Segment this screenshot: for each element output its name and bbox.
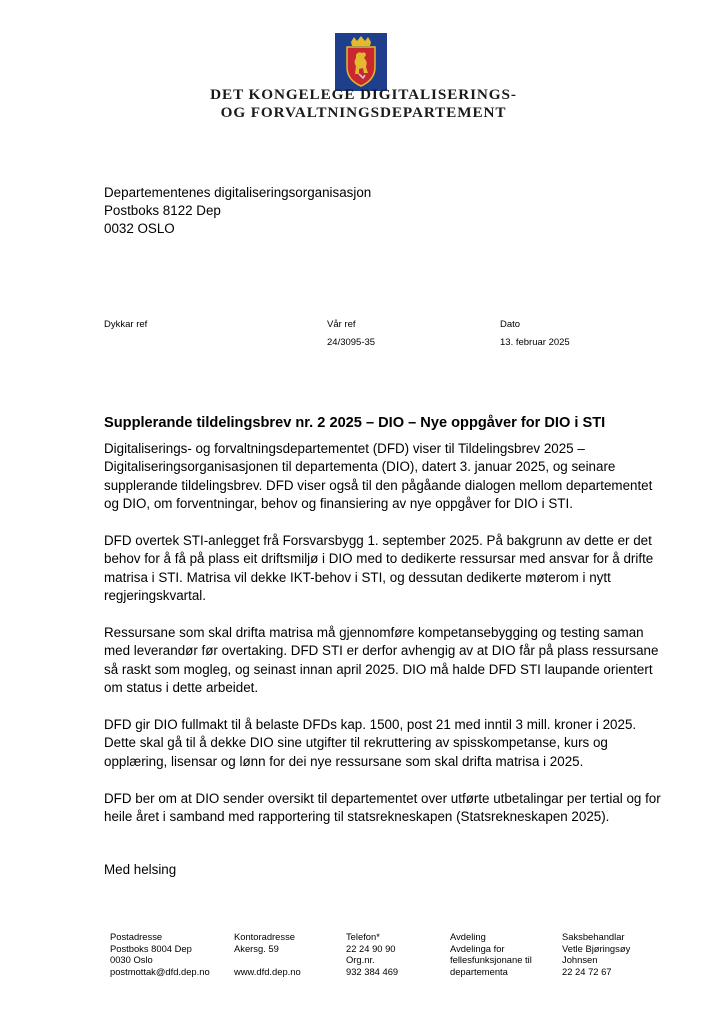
recipient-city: 0032 OSLO — [104, 221, 175, 236]
paragraph: Ressursane som skal drifta matrisa må gjennomføre kompetansebygging og testing saman med leverandør før overtaking. DFD STI er derfor avhengig av at DIO får på plass ressursane så raskt som mogleg, og seinast innan april 2025. DIO må halde DFD STI laupande orientert om status i dette arbeidet. — [104, 625, 659, 696]
footer-line: fellesfunksjonane til — [450, 954, 532, 966]
our-ref — [327, 319, 375, 349]
department-name-line-2: OG FORVALTNINGSDEPARTEMENT — [220, 104, 507, 121]
footer-label: Postadresse — [110, 931, 163, 942]
footer-line: 22 24 90 90 — [346, 942, 396, 954]
coat-of-arms-icon — [335, 33, 387, 91]
footer-line: Johnsen — [562, 954, 598, 966]
letter-subject: Supplerande tildelingsbrev nr. 2 2025 – DIO – Nye oppgåver for DIO i STI — [104, 415, 606, 431]
footer-line: Org.nr. — [346, 954, 375, 966]
our-ref-label: Vår ref — [327, 319, 356, 330]
department-name-line-1: DET KONGELEGE DIGITALISERINGS- — [210, 86, 517, 103]
closing: Med helsing — [104, 862, 177, 877]
footer-label: Kontoradresse — [234, 931, 295, 942]
footer-postal — [110, 931, 210, 977]
date-value: 13. februar 2025 — [500, 337, 570, 348]
our-ref-value: 24/3095-35 — [327, 337, 376, 348]
footer-line: 0030 Oslo — [110, 954, 153, 966]
letter-body — [104, 440, 664, 845]
footer-line: Avdelinga for — [450, 942, 505, 954]
footer-line: 932 384 469 — [346, 965, 399, 977]
date — [500, 319, 570, 349]
your-ref-label: Dykkar ref — [104, 319, 148, 330]
footer-email[interactable]: postmottak@dfd.dep.no — [110, 965, 210, 977]
footer-office — [234, 931, 301, 977]
footer-line: departementa — [450, 965, 508, 977]
recipient-postbox: Postboks 8122 Dep — [104, 203, 221, 218]
paragraph: DFD ber om at DIO sender oversikt til departementet over utførte utbetalingar per tertial og for heile året i samband med rapportering til statsrekneskapen (Statsrekneskapen 2025). — [104, 790, 661, 825]
footer-line: 22 24 72 67 — [562, 965, 612, 977]
paragraph: Digitaliserings- og forvaltningsdepartementet (DFD) viser til Tildelingsbrev 2025 – Digitaliseringsorganisasjonen til departementa (DIO), datert 3. januar 2025, og seinare supplerande tildelingsbrev. DFD viser også til den pågåande dialogen mellom departementet og DIO, om forventningar, behov og finansiering av nye oppgåver for DIO i STI. — [104, 441, 653, 512]
footer-phone — [346, 931, 398, 977]
footer-website[interactable]: www.dfd.dep.no — [234, 965, 301, 977]
footer-division — [450, 931, 532, 977]
footer-line — [234, 954, 301, 966]
department-name — [0, 86, 725, 122]
footer-label: Saksbehandlar — [562, 931, 625, 942]
footer-line: Akersg. 59 — [234, 942, 279, 954]
recipient-address — [104, 184, 371, 238]
footer-officer — [562, 931, 630, 977]
date-label: Dato — [500, 319, 521, 330]
footer-line: Vetle Bjøringsøy — [562, 942, 631, 954]
paragraph: DFD gir DIO fullmakt til å belaste DFDs kap. 1500, post 21 med inntil 3 mill. kroner i 2025. Dette skal gå til å dekke DIO sine utgifter til rekruttering av spisskompetanse, kurs og opplæring, lisensar og lønn for dei nye ressursane som skal drifta matrisa i 2025. — [104, 717, 637, 769]
footer-label: Telefon* — [346, 931, 380, 942]
your-ref — [104, 319, 147, 331]
footer-label: Avdeling — [450, 931, 486, 942]
paragraph: DFD overtek STI-anlegget frå Forsvarsbygg 1. september 2025. På bakgrunn av dette er det behov for å få på plass eit driftsmiljø i DIO med to dedikerte ressursar med ansvar for å drifte matrisa i STI. Matrisa vil dekke IKT-behov i STI, og dessutan dedikerte møterom i nytt regjeringskvartal. — [104, 533, 654, 604]
recipient-name: Departementenes digitaliseringsorganisasjon — [104, 185, 372, 200]
footer-line: Postboks 8004 Dep — [110, 942, 192, 954]
